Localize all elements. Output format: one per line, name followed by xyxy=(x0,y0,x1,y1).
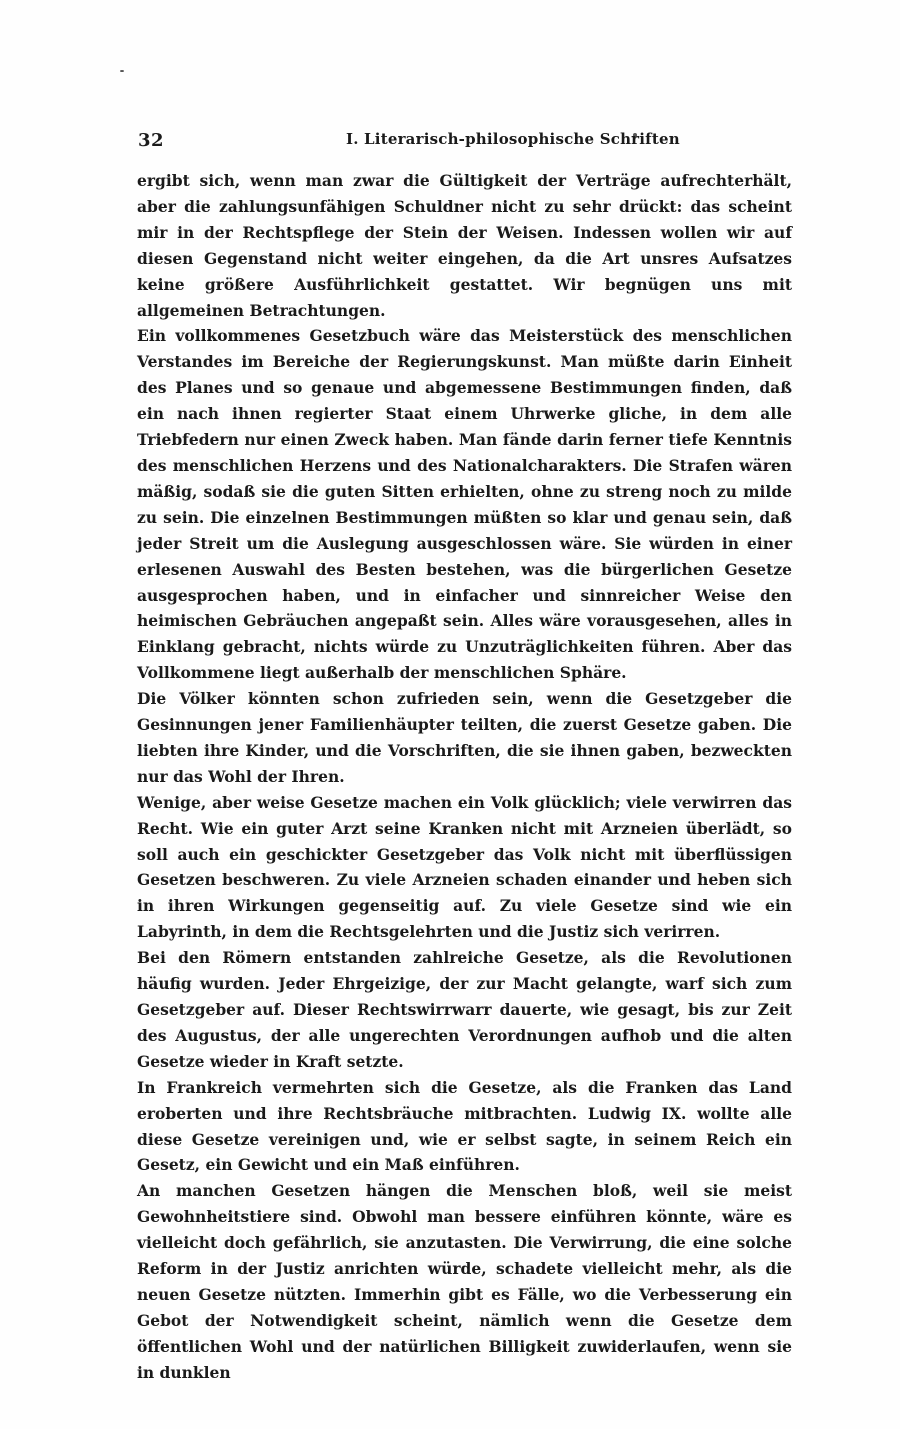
body-text xyxy=(137,168,792,1386)
paragraph: Bei den Römern entstanden zahlreiche Gesetze, als die Revolutionen häufig wurden. Jeder Ehrgeizige, der zur Macht gelangte, warf sich zum Gesetzgeber auf. Dieser Rechtswirrwarr dauerte, wie gesagt, bis zur Zeit des Augustus, der alle ungerechten Verordnungen aufhob und die alten Gesetze wieder in Kraft setzte. xyxy=(137,948,792,1071)
paragraph: Ein vollkommenes Gesetzbuch wäre das Meisterstück des menschlichen Verstandes im Bereiche der Regierungskunst. Man müßte darin Einheit des Planes und so genaue und abgemessene Bestimmungen finden, daß ein nach ihnen regierter Staat einem Uhrwerke gliche, in dem alle Triebfedern nur einen Zweck haben. Man fände darin ferner tiefe Kenntnis des menschlichen Herzens und des Nationalcharakters. Die Strafen wären mäßig, sodaß sie die guten Sitten erhielten, ohne zu streng noch zu milde zu sein. Die einzelnen Bestimmungen müßten so klar und genau sein, daß jeder Streit um die Auslegung ausgeschlossen wäre. Sie würden in einer erlesenen Auswahl des Besten bestehen, was die bürgerlichen Gesetze ausgesprochen haben, und in einfacher und sinnreicher Weise den heimischen Gebräuchen angepaßt sein. Alles wäre vorausgesehen, alles in Einklang gebracht, nichts würde zu Unzuträglichkeiten führen. Aber das Vollkommene liegt außerhalb der menschlichen Sphäre. xyxy=(137,326,792,683)
paragraph: In Frankreich vermehrten sich die Gesetze, als die Franken das Land eroberten und ihre Rechtsbräuche mitbrachten. Ludwig IX. wollte alle diese Gesetze vereinigen und, wie er selbst sagte, in seinem Reich ein Gesetz, ein Gewicht und ein Maß einführen. xyxy=(137,1077,792,1175)
scan-speck xyxy=(120,70,124,72)
paragraph: Die Völker könnten schon zufrieden sein, wenn die Gesetzgeber die Gesinnungen jener Familienhäupter teilten, die zuerst Gesetze gaben. Die liebten ihre Kinder, und die Vorschriften, die sie ihnen gaben, bezweckten nur das Wohl der Ihren. xyxy=(137,689,792,786)
running-head: I. Literarisch-philosophische Schriften xyxy=(346,130,680,148)
page-number: 32 xyxy=(138,130,165,151)
paragraph: ergibt sich, wenn man zwar die Gültigkeit der Verträge aufrechterhält, aber die zahlungsunfähigen Schuldner nicht zu sehr drückt: das scheint mir in der Rechtspflege der Stein der Weisen. Indessen wollen wir auf diesen Gegenstand nicht weiter eingehen, da die Art unsres Aufsatzes keine größere Ausführlichkeit gestattet. Wir begnügen uns mit allgemeinen Betrachtungen. xyxy=(137,171,792,320)
paragraph: Wenige, aber weise Gesetze machen ein Volk glücklich; viele verwirren das Recht. Wie ein guter Arzt seine Kranken nicht mit Arzneien überlädt, so soll auch ein geschickter Gesetzgeber das Volk nicht mit überflüssigen Gesetzen beschweren. Zu viele Arzneien schaden einander und heben sich in ihren Wirkungen gegenseitig auf. Zu viele Gesetze sind wie ein Labyrinth, in dem die Rechtsgelehrten und die Justiz sich verirren. xyxy=(137,792,792,942)
paragraph: An manchen Gesetzen hängen die Menschen bloß, weil sie meist Gewohnheitstiere sind. Obwohl man bessere einführen könnte, wäre es vielleicht doch gefährlich, sie anzutasten. Die Verwirrung, die eine solche Reform in der Justiz anrichten würde, schadete vielleicht mehr, als die neuen Gesetze nützten. Immerhin gibt es Fälle, wo die Verbesserung ein Gebot der Notwendigkeit scheint, nämlich wenn die Gesetze dem öffentlichen Wohl und der natürlichen Billigkeit zuwiderlaufen, wenn sie in dunklen xyxy=(137,1181,792,1382)
